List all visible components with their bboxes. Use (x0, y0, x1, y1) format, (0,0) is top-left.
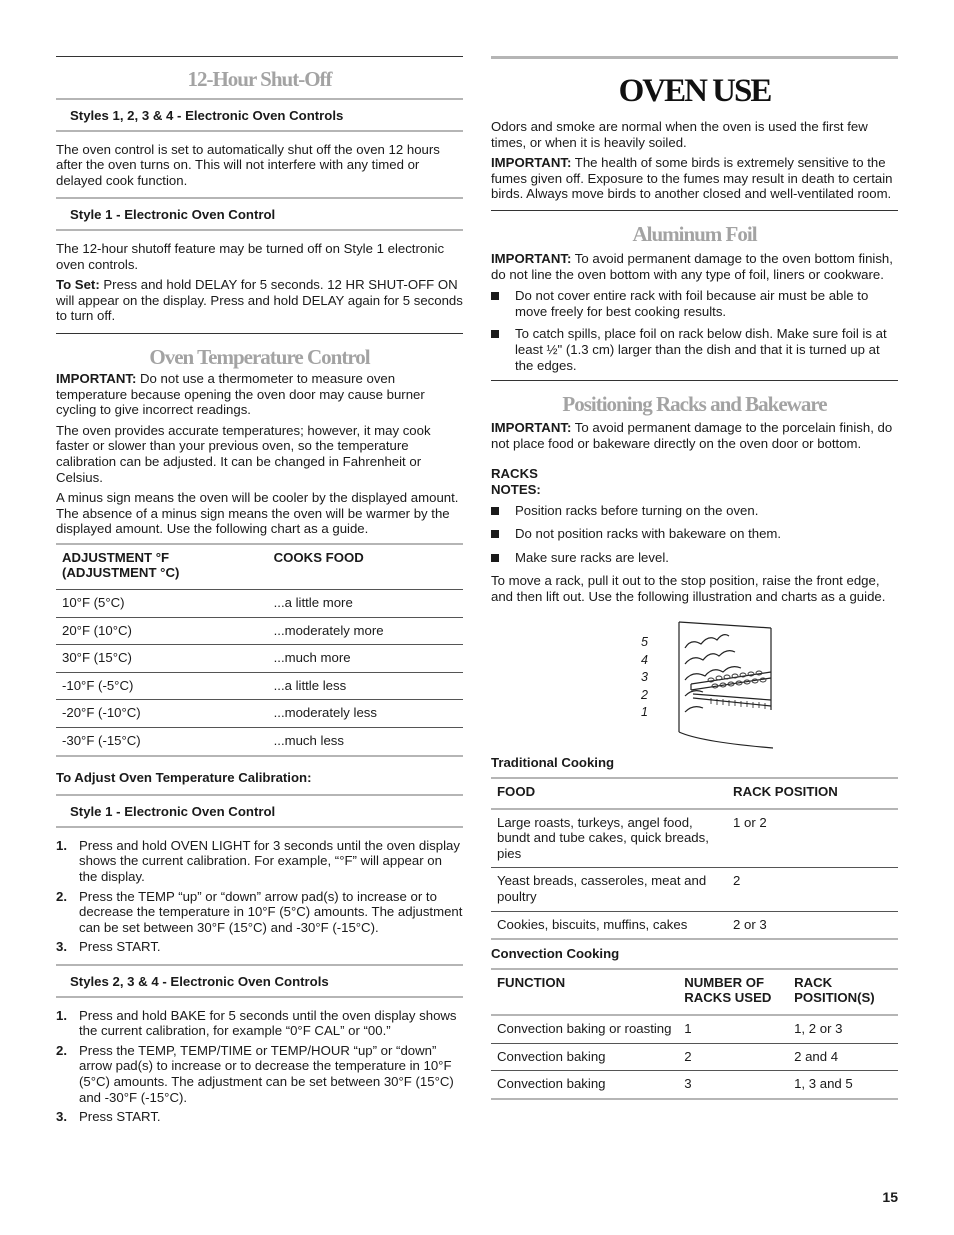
table-row (491, 809, 898, 868)
table-cell: 2 (727, 868, 898, 911)
bullet-text: Do not position racks with bakeware on them. (515, 526, 782, 542)
table-cell: Cookies, biscuits, muffins, cakes (491, 911, 727, 939)
step-text: Press START. (79, 939, 161, 955)
step-text: Press START. (79, 1109, 161, 1125)
list-item: 1. Press and hold BAKE for 5 seconds until the oven display shows the current calibration, for example “0°F CAL” or “00.” (56, 1007, 457, 1039)
style-1-steps (56, 838, 463, 955)
list-item: 1. Press and hold OVEN LIGHT for 3 seconds until the oven display shows the current calibration. For example, “°F” will appear on the display. (56, 837, 460, 884)
shutoff-paragraph-2: The 12-hour shutoff feature may be turned off on Style 1 electronic oven controls. (56, 240, 445, 272)
table-cell: 10°F (5°C) (56, 590, 268, 618)
table-cell: ...a little less (268, 672, 463, 700)
table-cell: Convection baking or roasting (491, 1015, 678, 1043)
temp-title: Oven Temperature Control (149, 344, 370, 369)
table-row (56, 700, 463, 728)
column-header-number-of-racks: NUMBER OF RACKS USED (684, 974, 772, 1006)
table-cell: 1, 2 or 3 (788, 1015, 898, 1043)
important-text: To avoid permanent damage to the porcelain finish, do not place food or bakeware directly on the oven door or bottom. (491, 420, 893, 451)
oven-racks-diagram-icon (671, 620, 776, 750)
table-cell: 2 or 3 (727, 911, 898, 939)
table-cell: 2 (678, 1043, 788, 1071)
bullet-text: Position racks before turning on the oven. (515, 502, 759, 518)
list-item: 3. Press START. (56, 1109, 161, 1125)
shutoff-title: 12-Hour Shut-Off (187, 67, 332, 91)
column-header-cooks-food: COOKS FOOD (273, 549, 364, 565)
left-column (56, 56, 463, 1129)
step-text: Press the TEMP, TEMP/TIME or TEMP/HOUR “up” or “down” arrow pad(s) to increase or to decrease the temperature in 10°F (5°C) amounts. The adjustment can be set between 30°F (15°C) and -30°F (-15°C). (79, 1042, 454, 1105)
to-set-text: Press and hold DELAY for 5 seconds. 12 HR SHUT-OFF ON will appear on the display. Press and hold DELAY again for 5 seconds to turn off. (56, 277, 463, 324)
table-cell: ...moderately less (268, 700, 463, 728)
list-item (491, 288, 898, 319)
notes-heading: NOTES: (491, 481, 541, 497)
calibration-sub-styles-2-4: Styles 2, 3 & 4 - Electronic Oven Controls (56, 964, 463, 998)
list-item: 2. Press the TEMP, TEMP/TIME or TEMP/HOUR “up” or “down” arrow pad(s) to increase or to decrease the temperature in 10°F (5°C) amounts. The adjustment can be set between 30°F (15°C) and -30°F (-15°C). (56, 1042, 454, 1105)
important-text: Do not use a thermometer to measure oven temperature because opening the oven door may cause burner cycling to give incorrect readings. (56, 370, 425, 418)
list-item: 3. Press START. (56, 939, 161, 955)
table-header (491, 778, 898, 809)
bullet-square-icon (491, 554, 499, 562)
shutoff-sub-style-1: Style 1 - Electronic Oven Control (56, 197, 463, 231)
table-cell: 30°F (15°C) (56, 645, 268, 673)
bullet-square-icon (491, 330, 499, 338)
notes-bullets (491, 503, 898, 566)
birds-important (491, 155, 898, 202)
table-row (56, 645, 463, 673)
page-title: OVEN USE (618, 73, 771, 109)
important-label: IMPORTANT: (491, 155, 572, 171)
list-item (491, 550, 898, 566)
list-item (491, 526, 898, 542)
important-label: IMPORTANT: (491, 420, 572, 436)
move-rack-paragraph: To move a rack, pull it out to the stop position, raise the front edge, and then lift out. Use the following illustration and charts as a guide. (491, 573, 886, 604)
racks-title: Positioning Racks and Bakeware (562, 392, 827, 417)
right-column (491, 56, 898, 1100)
shutoff-sub-styles-1-4: Styles 1, 2, 3 & 4 - Electronic Oven Controls (56, 98, 463, 132)
step-text: Press and hold BAKE for 5 seconds until the oven display shows the current calibration, for example “0°F CAL” or “00.” (79, 1007, 457, 1039)
important-text: To avoid permanent damage to the oven bottom finish, do not line the oven bottom with any type of foil, liners or cookware. (491, 250, 893, 282)
foil-title: Aluminum Foil (632, 221, 757, 246)
section-rule (491, 210, 898, 211)
column-header-food: FOOD (497, 784, 536, 800)
step-text: Press and hold OVEN LIGHT for 3 seconds until the oven display shows the current calibration. For example, “°F” will appear on the display. (79, 837, 460, 884)
important-label: IMPORTANT: (491, 250, 572, 266)
table-row (491, 1043, 898, 1071)
rack-position-3: 3 (641, 670, 648, 685)
table-cell: ...moderately more (268, 617, 463, 645)
foil-important (491, 251, 898, 282)
table-row (56, 672, 463, 700)
list-item: 2. Press the TEMP “up” or “down” arrow pad(s) to increase or to decrease the temperature in 10°F (5°C) amounts. The adjustment can be set between 30°F (15°C) and -30°F (-15°C). (56, 888, 463, 935)
rack-position-1: 1 (641, 705, 648, 720)
shutoff-paragraph: The oven control is set to automatically shut off the oven 12 hours after the oven turns on. This will not interfere with any timed or delayed cook function. (56, 141, 440, 188)
table-cell: -30°F (-15°C) (56, 728, 268, 756)
rack-position-4: 4 (641, 652, 648, 667)
temp-paragraph-2: The oven provides accurate temperatures; however, it may cook faster or slower than your previous oven, so the temperature calibration can be adjusted. It can be changed in Fahrenheit or Celsius. (56, 422, 431, 485)
step-text: Press the TEMP “up” or “down” arrow pad(s) to increase or to decrease the temperature in 10°F (5°C) amounts. The adjustment can be set between 30°F (15°C) and -30°F (-15°C). (79, 888, 463, 935)
table-row (491, 1071, 898, 1099)
list-item (491, 503, 898, 519)
temp-important (56, 371, 463, 418)
table-header (491, 969, 898, 1015)
important-text: The health of some birds is extremely sensitive to the fumes given off. Exposure to the fumes may result in death to certain birds. Always move birds to another closed and well-ventilated room. (491, 155, 893, 202)
table-row (56, 590, 463, 618)
section-rule (56, 333, 463, 334)
list-item (491, 326, 898, 373)
table-cell: 20°F (10°C) (56, 617, 268, 645)
table-cell: -10°F (-5°C) (56, 672, 268, 700)
rack-position-5: 5 (641, 635, 648, 650)
calibration-table (56, 543, 463, 757)
bullet-text: Do not cover entire rack with foil because air must be able to move freely for best cooking results. (515, 288, 869, 319)
table-cell: ...much more (268, 645, 463, 673)
table-cell: Convection baking (491, 1043, 678, 1071)
table-row (56, 728, 463, 756)
bullet-text: To catch spills, place foil on rack below dish. Make sure foil is at least ½" (1.3 cm) larger than the dish and that it is turned up at the edges. (515, 326, 887, 373)
table-cell: 3 (678, 1071, 788, 1099)
table-header (56, 544, 463, 590)
rack-illustration (491, 610, 898, 752)
top-rule (491, 56, 898, 59)
table-row (491, 1015, 898, 1043)
foil-bullets (491, 288, 898, 373)
table-cell: 1 (678, 1015, 788, 1043)
table-cell: 2 and 4 (788, 1043, 898, 1071)
table-row (491, 868, 898, 911)
table-cell: Convection baking (491, 1071, 678, 1099)
racks-important (491, 420, 898, 451)
table-row (491, 911, 898, 939)
traditional-cooking-heading: Traditional Cooking (491, 755, 615, 771)
bullet-square-icon (491, 292, 499, 300)
top-rule (56, 56, 463, 57)
table-cell: Large roasts, turkeys, angel food, bundt and tube cakes, quick breads, pies (491, 809, 727, 868)
to-set-label: To Set: (56, 277, 100, 293)
temp-paragraph-3: A minus sign means the oven will be cooler by the displayed amount. The absence of a minus sign means the oven will be warmer by the displayed amount. Use the following chart as a guide. (56, 490, 459, 537)
column-header-function: FUNCTION (497, 974, 566, 990)
adjust-calibration-heading: To Adjust Oven Temperature Calibration: (56, 769, 312, 785)
rack-position-2: 2 (641, 687, 648, 702)
convection-cooking-table (491, 968, 898, 1100)
calibration-sub-style-1: Style 1 - Electronic Oven Control (56, 794, 463, 828)
section-rule (491, 380, 898, 381)
rack-position-labels (641, 634, 663, 722)
column-header-adjustment: ADJUSTMENT °F (ADJUSTMENT °C) (62, 549, 180, 581)
racks-heading: RACKS (491, 466, 538, 482)
style-234-steps (56, 1008, 463, 1125)
table-cell: ...a little more (268, 590, 463, 618)
table-cell: ...much less (268, 728, 463, 756)
convection-cooking-heading: Convection Cooking (491, 946, 620, 962)
column-header-rack-position: RACK POSITION (733, 784, 838, 800)
bullet-square-icon (491, 507, 499, 515)
column-header-rack-positions: RACK POSITION(S) (794, 974, 875, 1006)
table-cell: 1, 3 and 5 (788, 1071, 898, 1099)
traditional-cooking-table (491, 777, 898, 940)
table-cell: 1 or 2 (727, 809, 898, 868)
table-cell: Yeast breads, casseroles, meat and poultry (491, 868, 727, 911)
intro-paragraph: Odors and smoke are normal when the oven is used the first few times, or when it is heavily soiled. (491, 119, 868, 150)
table-cell: -20°F (-10°C) (56, 700, 268, 728)
important-label: IMPORTANT: (56, 370, 137, 386)
to-set-paragraph (56, 277, 463, 324)
bullet-square-icon (491, 530, 499, 538)
table-row (56, 617, 463, 645)
bullet-text: Make sure racks are level. (515, 549, 669, 565)
page-number: 15 (882, 1189, 898, 1205)
